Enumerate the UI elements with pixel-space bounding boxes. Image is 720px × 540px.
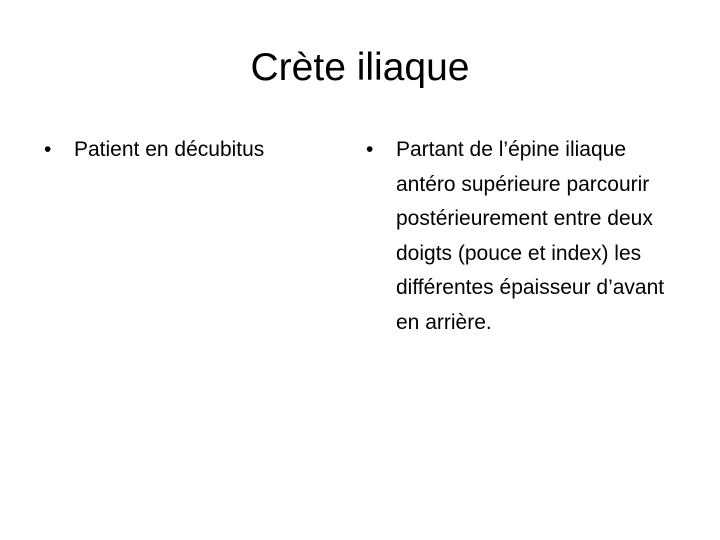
left-bullet-list [44, 133, 334, 168]
left-column [44, 133, 334, 168]
bullet-text: Patient en décubitus [74, 138, 265, 161]
bullet-icon: • [44, 138, 52, 161]
right-bullet-list [366, 133, 682, 340]
bullet-text: Partant de l’épine iliaque antéro supérieure parcourir postérieurement entre deux doigts (pouce et index) les différentes épaisseur d’avant en arrière. [396, 138, 665, 334]
list-item [366, 133, 682, 340]
slide-title: Crète iliaque [250, 46, 470, 89]
list-item [44, 133, 334, 168]
bullet-icon: • [366, 138, 374, 161]
right-column [366, 133, 682, 340]
